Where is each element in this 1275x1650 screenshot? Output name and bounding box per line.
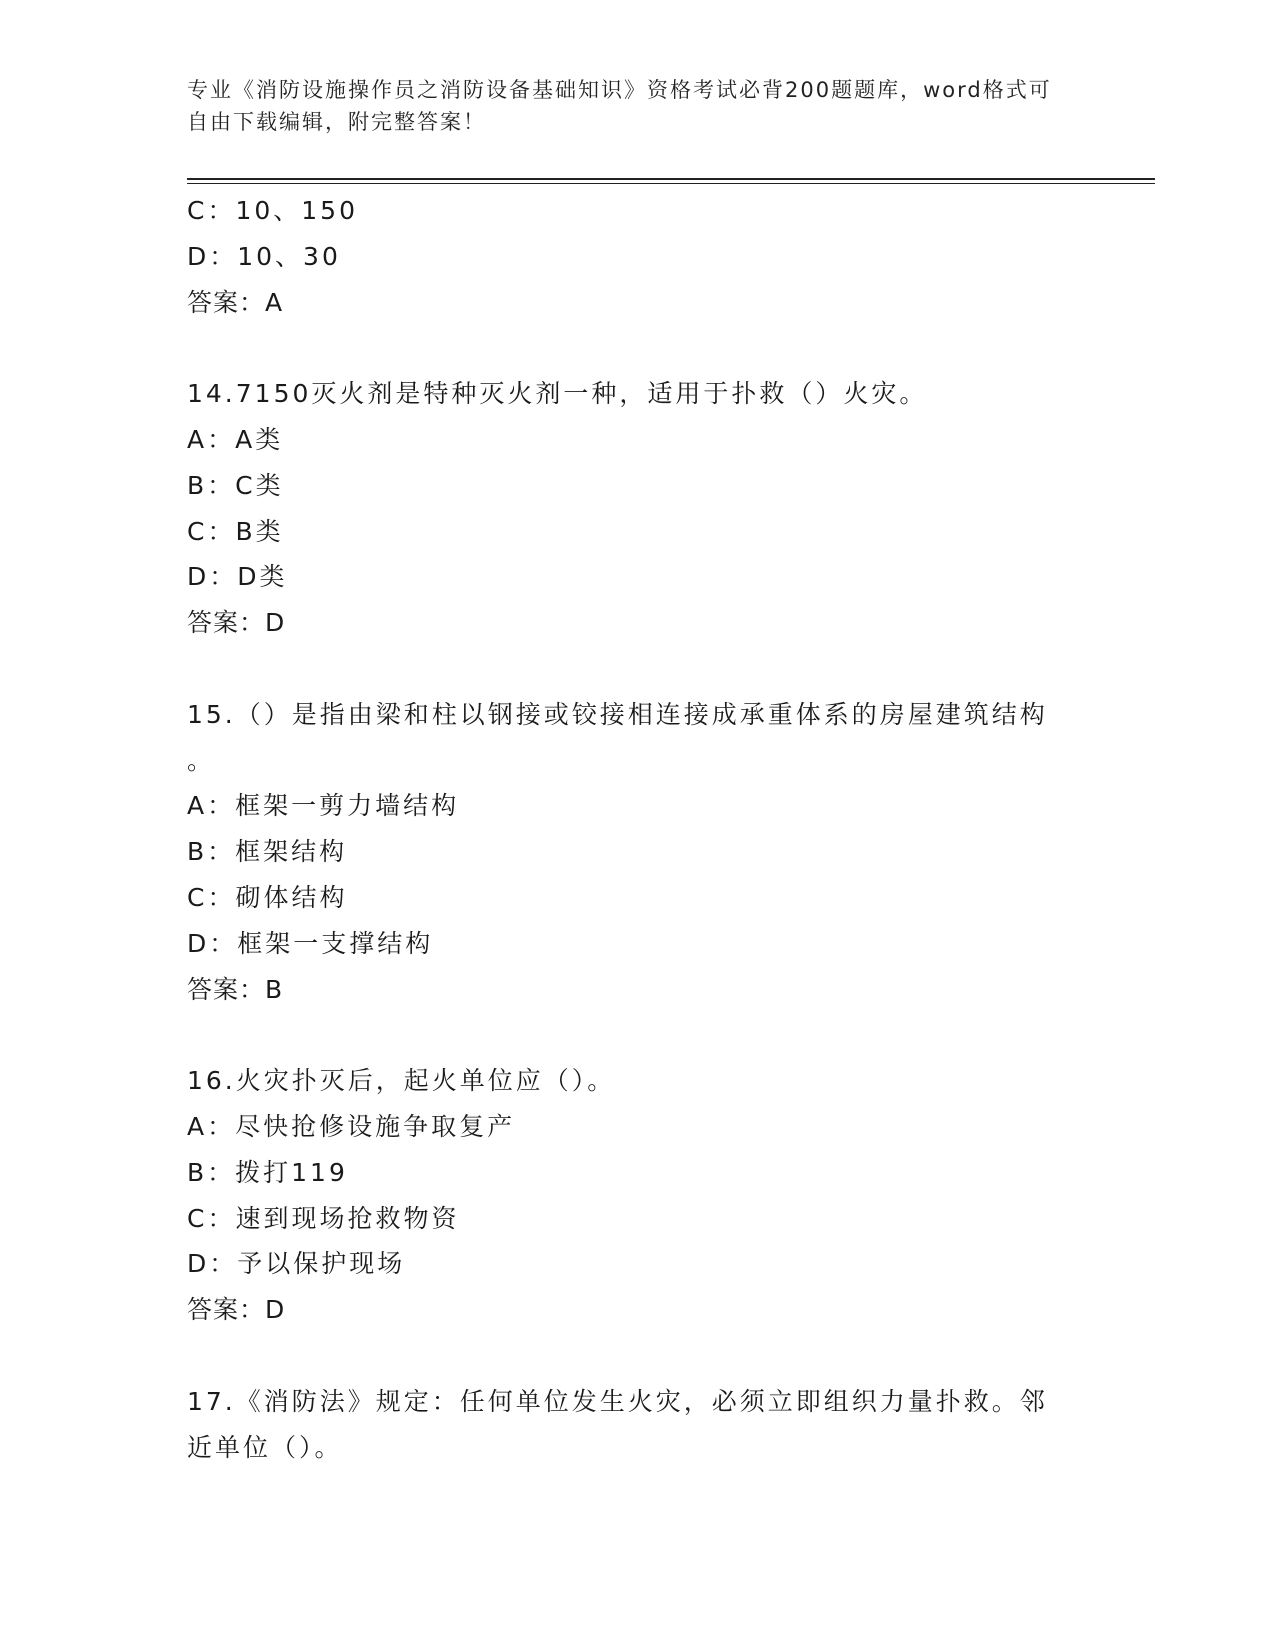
option-c: C：B类 bbox=[187, 516, 284, 546]
question-15-stem: 15.（）是指由梁和柱以钢接或铰接相连接成承重体系的房屋建筑结构 bbox=[187, 699, 1048, 729]
document-body bbox=[187, 188, 1087, 1470]
question-16-stem: 16.火灾扑灭后，起火单位应（）。 bbox=[187, 1066, 616, 1096]
option-d: D：予以保护现场 bbox=[187, 1249, 406, 1279]
option-d: D：D类 bbox=[187, 562, 288, 592]
document-header: 专业《消防设施操作员之消防设备基础知识》资格考试必背200题题库，word格式可自由下载编辑，附完整答案！ bbox=[187, 78, 1052, 134]
option-b: B：拨打119 bbox=[187, 1157, 348, 1187]
answer: 答案：D bbox=[187, 608, 286, 638]
option-a: A：A类 bbox=[187, 424, 284, 454]
option-a: A：框架一剪力墙结构 bbox=[187, 791, 460, 821]
option-d: D：框架一支撑结构 bbox=[187, 928, 434, 958]
spacer bbox=[187, 1333, 1087, 1379]
answer: 答案：B bbox=[187, 974, 284, 1004]
option-d: D：10、30 bbox=[187, 241, 341, 271]
answer: 答案：D bbox=[187, 1295, 286, 1325]
spacer bbox=[187, 646, 1087, 692]
question-14-stem: 14.7150灭火剂是特种灭火剂一种，适用于扑救（）火灾。 bbox=[187, 379, 928, 409]
option-b: B：框架结构 bbox=[187, 837, 348, 867]
question-17-stem: 17.《消防法》规定：任何单位发生火灾，必须立即组织力量扑救。邻 bbox=[187, 1386, 1048, 1416]
option-a: A：尽快抢修设施争取复产 bbox=[187, 1111, 516, 1141]
spacer bbox=[187, 325, 1087, 371]
answer: 答案：A bbox=[187, 287, 284, 317]
header-rule-thin bbox=[187, 183, 1155, 184]
question-15-stem-cont: 。 bbox=[187, 745, 216, 775]
option-c: C：砌体结构 bbox=[187, 882, 348, 912]
option-b: B：C类 bbox=[187, 470, 284, 500]
spacer bbox=[187, 1012, 1087, 1058]
option-c: C：10、150 bbox=[187, 196, 358, 225]
header-rule-thick bbox=[187, 178, 1155, 180]
option-c: C：速到现场抢救物资 bbox=[187, 1203, 460, 1233]
question-17-stem-cont: 近单位（）。 bbox=[187, 1432, 343, 1462]
